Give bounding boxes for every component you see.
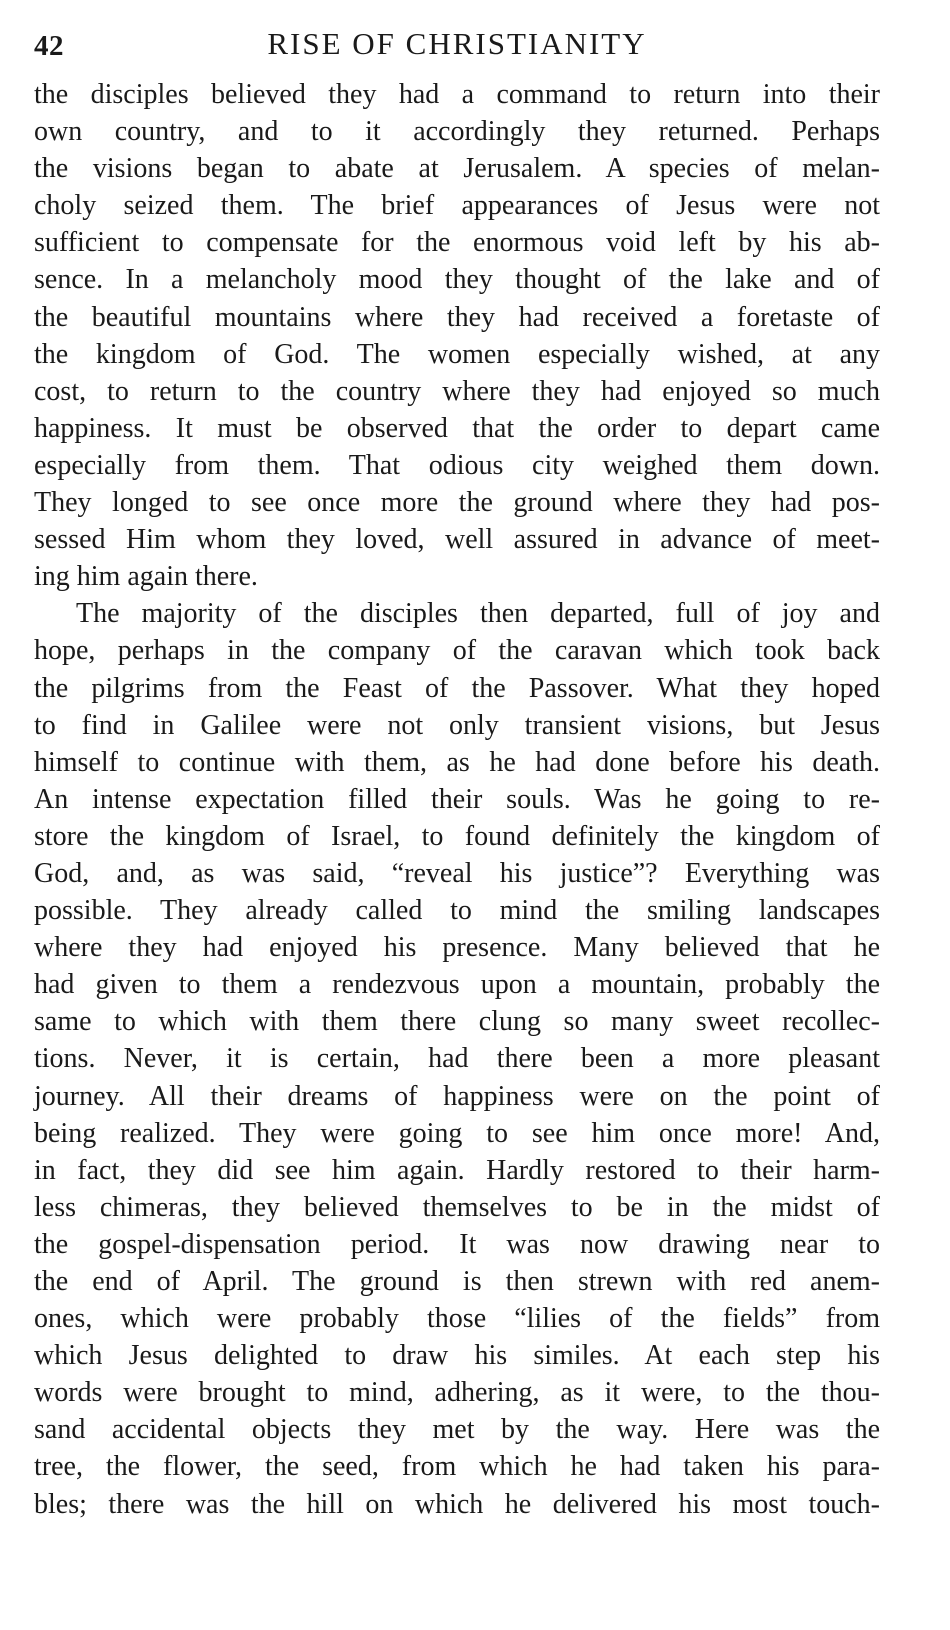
text-line: had given to them a rendezvous upon a mountain, probably the [34,969,880,1001]
text-line: same to which with them there clung so many sweet recollec- [34,1006,880,1038]
text-line: especially from them. That odious city weighed them down. [34,449,880,481]
text-line: happiness. It must be observed that the order to depart came [34,412,880,444]
text-line: store the kingdom of Israel, to found definitely the kingdom of [34,820,880,852]
text-line: the kingdom of God. The women especially wished, at any [34,338,880,370]
text-line: the beautiful mountains where they had received a foretaste of [34,301,880,333]
text-line: An intense expectation filled their souls. Was he going to re- [34,783,880,815]
text-line: himself to continue with them, as he had done before his death. [34,746,880,778]
text-line: which Jesus delighted to draw his similes. At each step his [34,1340,880,1372]
text-line: sessed Him whom they loved, well assured in advance of meet- [34,524,880,556]
body-text [34,76,880,1523]
text-line: to find in Galilee were not only transient visions, but Jesus [34,709,880,741]
text-line: the pilgrims from the Feast of the Passover. What they hoped [34,672,880,704]
text-line: words were brought to mind, adhering, as it were, to the thou- [34,1377,880,1409]
book-page [34,26,880,1523]
text-line: God, and, as was said, “reveal his justice”? Everything was [34,857,880,889]
text-line: journey. All their dreams of happiness were on the point of [34,1080,880,1112]
paragraph-end-line: ing him again there. [34,561,258,593]
text-line: being realized. They were going to see him once more! And, [34,1117,880,1149]
page-number: 42 [34,30,64,62]
text-line: choly seized them. The brief appearances of Jesus were not [34,190,880,222]
text-line: in fact, they did see him again. Hardly restored to their harm- [34,1154,880,1186]
text-line: the end of April. The ground is then strewn with red anem- [34,1266,880,1297]
running-head [34,26,880,76]
text-line: the disciples believed they had a command to return into their [34,79,880,110]
paragraph-start-line: The majority of the disciples then departed, full of joy and [76,598,880,630]
text-line: own country, and to it accordingly they returned. Perhaps [34,116,880,148]
text-line: sufficient to compensate for the enormous void left by his ab- [34,227,880,259]
text-line: ones, which were probably those “lilies of the fields” from [34,1303,880,1335]
text-line: the visions began to abate at Jerusalem. A species of melan- [34,153,880,185]
text-line: possible. They already called to mind the smiling landscapes [34,895,880,927]
text-line: hope, perhaps in the company of the caravan which took back [34,635,880,667]
text-line: tions. Never, it is certain, had there been a more pleasant [34,1043,880,1075]
text-line: where they had enjoyed his presence. Many believed that he [34,932,880,964]
text-line: bles; there was the hill on which he delivered his most touch- [34,1488,880,1520]
text-line: tree, the flower, the seed, from which he had taken his para- [34,1451,880,1483]
text-line: They longed to see once more the ground where they had pos- [34,487,880,519]
text-line: cost, to return to the country where they had enjoyed so much [34,375,880,407]
text-line: less chimeras, they believed themselves to be in the midst of [34,1191,880,1223]
book-title: RISE OF CHRISTIANITY [267,26,647,61]
text-line: sand accidental objects they met by the way. Here was the [34,1414,880,1446]
text-line: the gospel-dispensation period. It was now drawing near to [34,1228,880,1260]
text-line: sence. In a melancholy mood they thought of the lake and of [34,264,880,296]
